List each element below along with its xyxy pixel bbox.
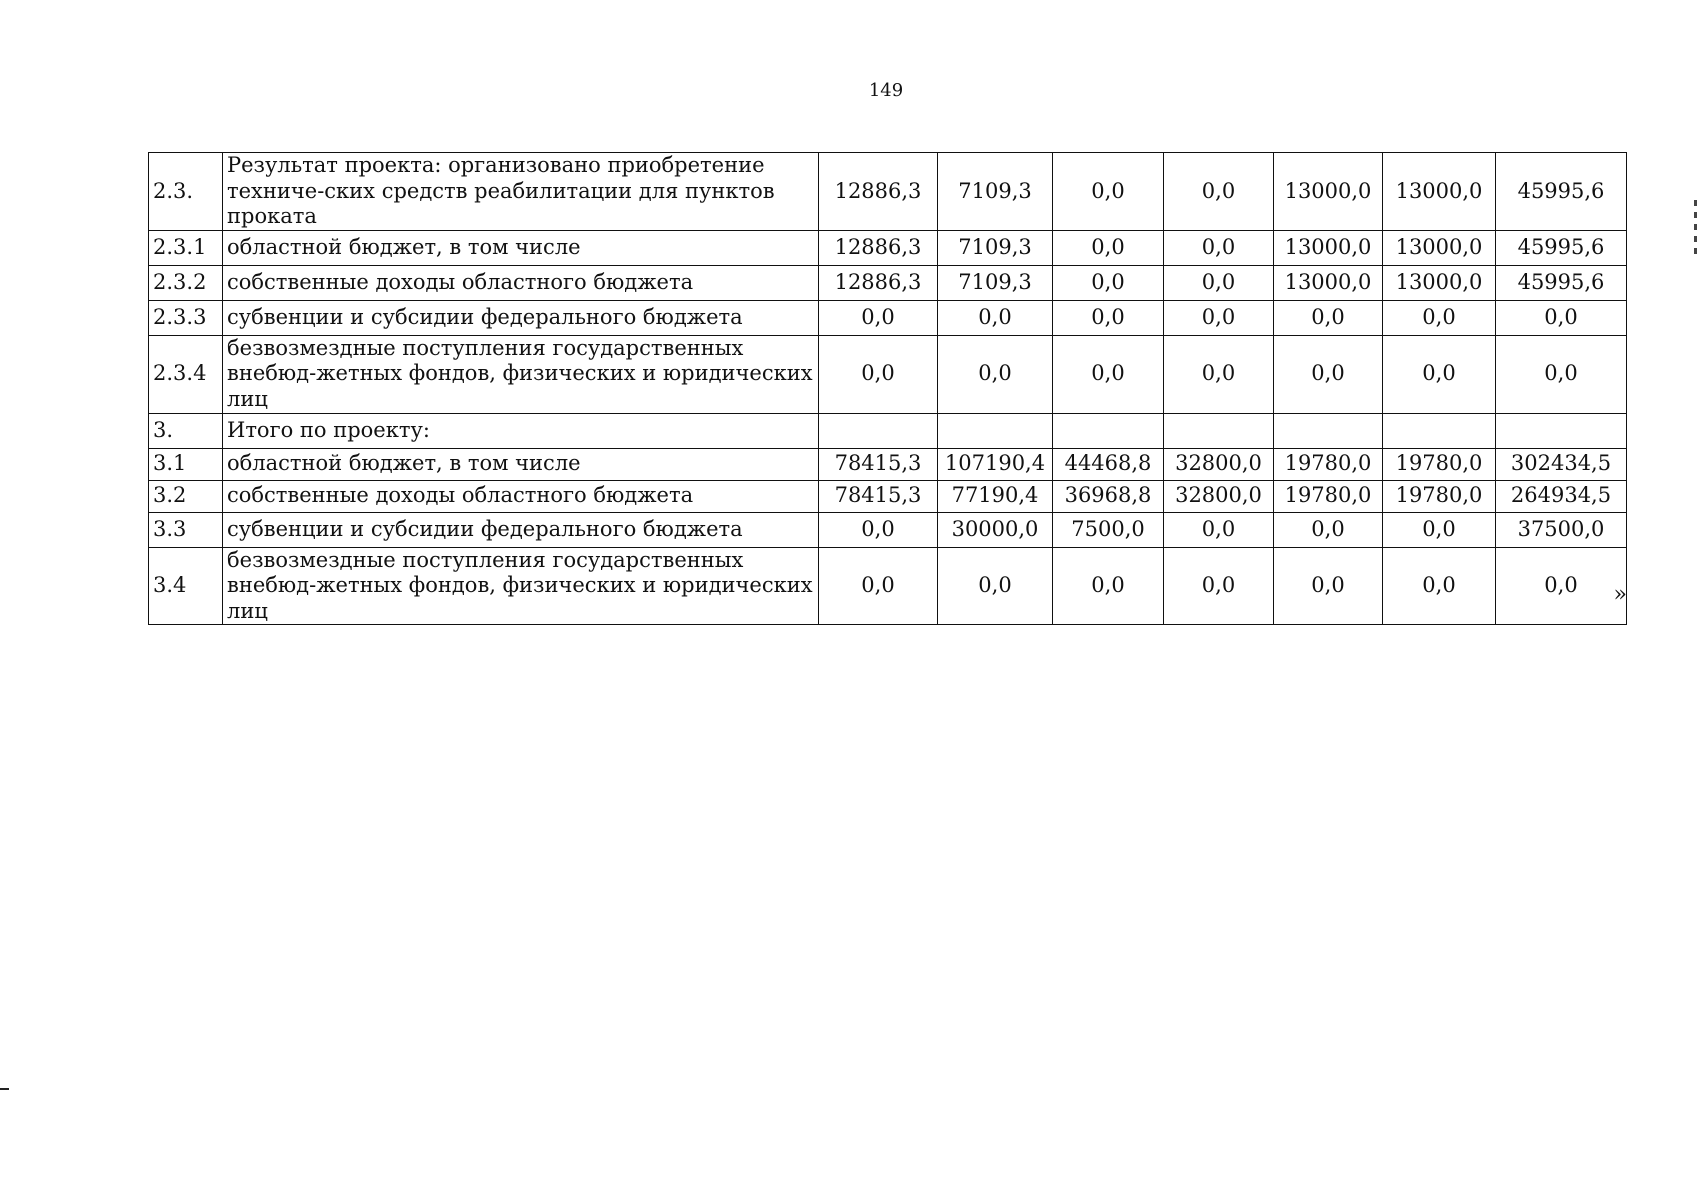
value-cell: 0,0	[1383, 335, 1496, 413]
value-cell: 0,0	[1274, 547, 1383, 625]
value-cell: 0,0	[1496, 300, 1627, 335]
value-cell: 0,0	[1164, 300, 1274, 335]
value-cell: 7109,3	[938, 265, 1053, 300]
value-cell: 13000,0	[1383, 230, 1496, 265]
value-cell: 7109,3	[938, 153, 1053, 231]
value-cell: 107190,4	[938, 448, 1053, 480]
row-code: 2.3.1	[149, 230, 223, 265]
value-cell	[1383, 413, 1496, 448]
row-code: 3.4	[149, 547, 223, 625]
value-cell: 45995,6	[1496, 265, 1627, 300]
value-cell: 19780,0	[1383, 448, 1496, 480]
row-code: 3.	[149, 413, 223, 448]
row-description: субвенции и субсидии федерального бюджета	[223, 300, 819, 335]
value-cell: 302434,5	[1496, 448, 1627, 480]
value-cell: 0,0	[819, 547, 938, 625]
value-cell: 0,0	[1164, 265, 1274, 300]
value-cell: 0,0	[819, 512, 938, 547]
value-cell: 30000,0	[938, 512, 1053, 547]
value-cell: 13000,0	[1383, 265, 1496, 300]
value-cell: 0,0	[1383, 547, 1496, 625]
value-cell: 0,0	[1053, 230, 1164, 265]
row-description: Итого по проекту:	[223, 413, 819, 448]
value-cell: 0,0	[1164, 512, 1274, 547]
row-code: 3.3	[149, 512, 223, 547]
value-cell: 78415,3	[819, 448, 938, 480]
page-number: 149	[868, 80, 904, 101]
value-cell: 13000,0	[1274, 153, 1383, 231]
value-cell: 0,0	[1053, 335, 1164, 413]
value-cell: 0,0	[1383, 512, 1496, 547]
row-description: субвенции и субсидии федерального бюджета	[223, 512, 819, 547]
row-code: 2.3.2	[149, 265, 223, 300]
value-cell: 0,0	[1164, 335, 1274, 413]
value-cell	[1164, 413, 1274, 448]
value-cell: 0,0	[819, 300, 938, 335]
row-code: 2.3.4	[149, 335, 223, 413]
row-description: областной бюджет, в том числе	[223, 230, 819, 265]
table-row	[149, 448, 1627, 480]
value-cell: 0,0	[1383, 300, 1496, 335]
value-cell: 19780,0	[1274, 448, 1383, 480]
value-cell: 45995,6	[1496, 230, 1627, 265]
value-cell: 0,0	[938, 300, 1053, 335]
value-cell: 7109,3	[938, 230, 1053, 265]
table-body	[149, 153, 1627, 625]
value-cell: 0,0	[1164, 153, 1274, 231]
value-cell	[1053, 413, 1164, 448]
row-description: безвозмездные поступления государственных внебюд-жетных фондов, физических и юридических лиц	[223, 547, 819, 625]
table-row	[149, 413, 1627, 448]
table-row	[149, 153, 1627, 231]
row-description: собственные доходы областного бюджета	[223, 480, 819, 512]
value-cell: 32800,0	[1164, 480, 1274, 512]
value-cell: 36968,8	[1053, 480, 1164, 512]
value-cell: 7500,0	[1053, 512, 1164, 547]
value-cell: 0,0	[938, 547, 1053, 625]
value-cell: 12886,3	[819, 153, 938, 231]
value-cell: 37500,0	[1496, 512, 1627, 547]
value-cell: 0,0	[1496, 547, 1627, 625]
value-cell: 0,0	[1053, 300, 1164, 335]
value-cell: 0,0	[1274, 300, 1383, 335]
row-description: собственные доходы областного бюджета	[223, 265, 819, 300]
budget-table	[148, 152, 1627, 625]
value-cell: 0,0	[1053, 547, 1164, 625]
value-cell: 0,0	[938, 335, 1053, 413]
value-cell: 77190,4	[938, 480, 1053, 512]
row-description: Результат проекта: организовано приобретение техниче-ских средств реабилитации для пунктов проката	[223, 153, 819, 231]
table-row	[149, 512, 1627, 547]
value-cell: 44468,8	[1053, 448, 1164, 480]
value-cell: 0,0	[1274, 335, 1383, 413]
value-cell: 12886,3	[819, 230, 938, 265]
value-cell: 0,0	[1496, 335, 1627, 413]
value-cell: 0,0	[819, 335, 938, 413]
closing-quote: »	[1613, 582, 1627, 607]
value-cell	[938, 413, 1053, 448]
row-code: 2.3.3	[149, 300, 223, 335]
row-code: 3.2	[149, 480, 223, 512]
value-cell: 13000,0	[1383, 153, 1496, 231]
table-row	[149, 335, 1627, 413]
row-code: 2.3.	[149, 153, 223, 231]
table-row	[149, 230, 1627, 265]
row-code: 3.1	[149, 448, 223, 480]
value-cell: 0,0	[1274, 512, 1383, 547]
value-cell	[1496, 413, 1627, 448]
value-cell	[1274, 413, 1383, 448]
value-cell: 12886,3	[819, 265, 938, 300]
value-cell: 0,0	[1164, 547, 1274, 625]
row-description: безвозмездные поступления государственных внебюд-жетных фондов, физических и юридических лиц	[223, 335, 819, 413]
value-cell: 13000,0	[1274, 230, 1383, 265]
table-row	[149, 300, 1627, 335]
value-cell: 0,0	[1053, 153, 1164, 231]
value-cell: 19780,0	[1274, 480, 1383, 512]
value-cell: 13000,0	[1274, 265, 1383, 300]
value-cell: 264934,5	[1496, 480, 1627, 512]
value-cell: 78415,3	[819, 480, 938, 512]
value-cell: 45995,6	[1496, 153, 1627, 231]
scan-edge-mark	[0, 1088, 9, 1090]
value-cell: 0,0	[1164, 230, 1274, 265]
row-description: областной бюджет, в том числе	[223, 448, 819, 480]
value-cell	[819, 413, 938, 448]
table-row	[149, 265, 1627, 300]
value-cell: 0,0	[1053, 265, 1164, 300]
table-row	[149, 480, 1627, 512]
table-row	[149, 547, 1627, 625]
value-cell: 32800,0	[1164, 448, 1274, 480]
value-cell: 19780,0	[1383, 480, 1496, 512]
